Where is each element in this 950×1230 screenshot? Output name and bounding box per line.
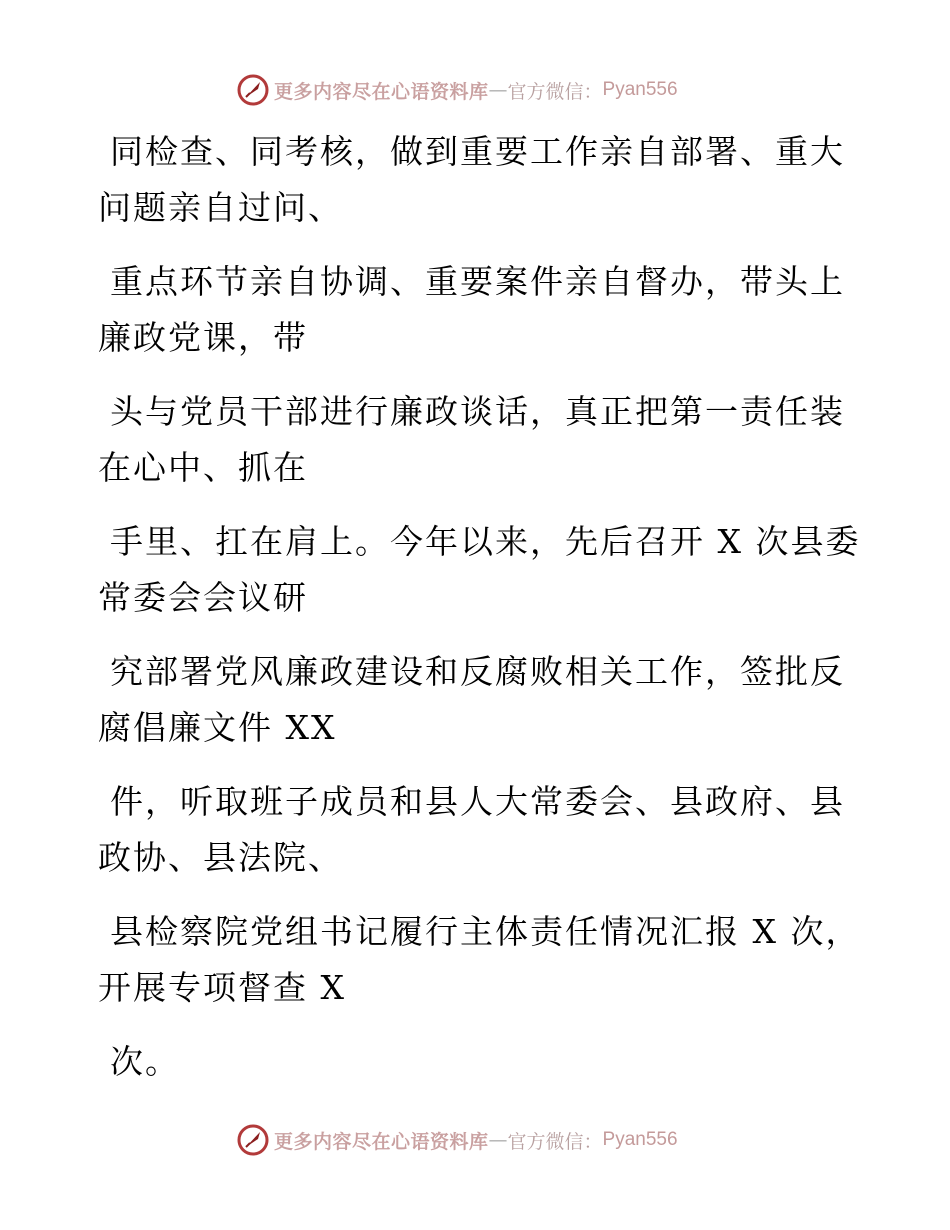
paragraph-line: 在心中、抓在	[98, 448, 308, 487]
header-brand: 更多内容尽在心语资料库	[274, 80, 489, 103]
paragraph	[98, 514, 861, 626]
paragraph-line: 政协、县法院、	[98, 838, 343, 877]
footer-brand: 更多内容尽在心语资料库	[274, 1130, 489, 1153]
paragraph-line: 问题亲自过问、	[98, 188, 343, 227]
header-banner	[236, 72, 678, 108]
paragraph	[98, 1034, 858, 1090]
footer-separator: —	[488, 1129, 508, 1151]
paragraph-line: 同检查、同考核，做到重要工作亲自部署、重大	[110, 132, 845, 171]
quill-logo-icon	[236, 1123, 270, 1157]
paragraph-line: 重点环节亲自协调、重要案件亲自督办，带头上	[110, 262, 845, 301]
paragraph-line: 次。	[110, 1042, 180, 1081]
paragraph	[98, 254, 858, 366]
footer-official-label: 官方微信：	[507, 1130, 603, 1153]
footer-wechat-id: Pyan556	[602, 1129, 678, 1150]
header-wechat-id: Pyan556	[602, 79, 678, 100]
paragraph-line: 究部署党风廉政建设和反腐败相关工作，签批反	[110, 652, 845, 691]
paragraph-line: 县检察院党组书记履行主体责任情况汇报 X 次，	[110, 912, 861, 951]
footer-banner	[236, 1122, 678, 1158]
paragraph	[98, 384, 858, 496]
paragraph	[98, 644, 858, 756]
quill-logo-icon	[236, 73, 270, 107]
paragraph-line: 手里、扛在肩上。今年以来，先后召开 X 次县委	[110, 522, 861, 561]
paragraph-line: 头与党员干部进行廉政谈话，真正把第一责任装	[110, 392, 845, 431]
paragraph	[98, 124, 858, 236]
paragraph-line: 件，听取班子成员和县人大常委会、县政府、县	[110, 782, 845, 821]
paragraph-line: 开展专项督查 X	[98, 968, 346, 1007]
paragraph-line: 廉政党课，带	[98, 318, 308, 357]
header-official-label: 官方微信：	[507, 80, 603, 103]
paragraph-line: 腐倡廉文件 XX	[98, 708, 337, 747]
paragraph	[98, 904, 861, 1016]
paragraph-line: 常委会会议研	[98, 578, 308, 617]
header-separator: —	[488, 79, 508, 101]
document-body	[98, 124, 861, 1108]
paragraph	[98, 774, 858, 886]
